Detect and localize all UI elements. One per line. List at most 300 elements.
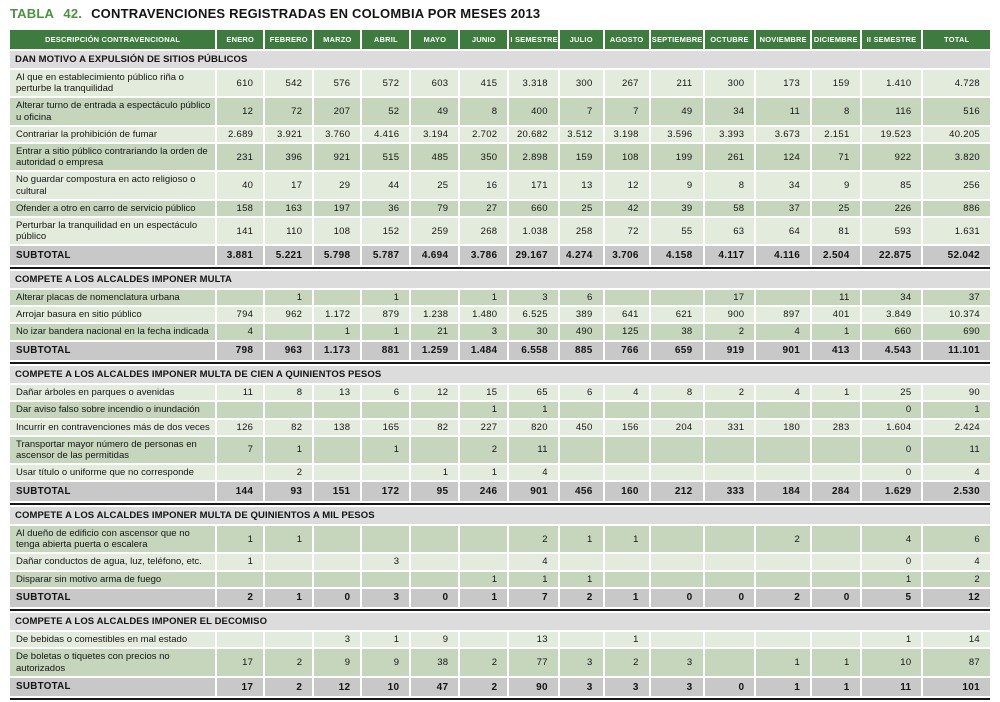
cell-value: 1	[605, 632, 649, 647]
subtotal-value: 1.173	[314, 342, 360, 361]
cell-value	[265, 402, 312, 417]
contraventions-table	[8, 28, 992, 702]
subtotal-value: 413	[812, 342, 860, 361]
cell-value: 12	[605, 172, 649, 198]
subtotal-value: 5	[862, 589, 922, 608]
subtotal-value: 212	[651, 482, 703, 501]
cell-value: 14	[923, 632, 990, 647]
subtotal-value: 4.543	[862, 342, 922, 361]
cell-value: 2.702	[460, 127, 507, 142]
cell-value	[314, 465, 360, 480]
table-row	[10, 572, 990, 587]
cell-value: 1.172	[314, 307, 360, 322]
cell-value: 0	[862, 437, 922, 463]
cell-value: 44	[362, 172, 409, 198]
cell-value: 1	[812, 385, 860, 400]
table-row	[10, 218, 990, 244]
row-label: Entrar a sitio público contrariando la orden de autoridad o empresa	[10, 144, 215, 170]
cell-value: 25	[862, 385, 922, 400]
section-divider-row	[10, 698, 990, 700]
table-row	[10, 632, 990, 647]
cell-value: 4	[923, 554, 990, 569]
cell-value: 199	[651, 144, 703, 170]
cell-value: 6.525	[509, 307, 557, 322]
subtotal-value: 659	[651, 342, 703, 361]
cell-value: 64	[756, 218, 810, 244]
cell-value	[560, 437, 603, 463]
cell-value: 15	[460, 385, 507, 400]
cell-value: 3.596	[651, 127, 703, 142]
cell-value: 1	[265, 437, 312, 463]
cell-value: 641	[605, 307, 649, 322]
cell-value: 12	[217, 98, 263, 124]
cell-value: 1	[605, 526, 649, 552]
subtotal-value: 2	[265, 678, 312, 697]
cell-value: 4	[923, 465, 990, 480]
cell-value: 49	[651, 98, 703, 124]
cell-value: 820	[509, 420, 557, 435]
section-header-row	[10, 366, 990, 383]
subtotal-value: 151	[314, 482, 360, 501]
cell-value: 141	[217, 218, 263, 244]
subtotal-value: 885	[560, 342, 603, 361]
cell-value: 389	[560, 307, 603, 322]
cell-value	[560, 632, 603, 647]
cell-value: 603	[411, 70, 458, 96]
cell-value: 152	[362, 218, 409, 244]
cell-value: 621	[651, 307, 703, 322]
cell-value: 1.604	[862, 420, 922, 435]
cell-value: 85	[862, 172, 922, 198]
table-row	[10, 98, 990, 124]
cell-value: 401	[812, 307, 860, 322]
subtotal-value: 4.694	[411, 246, 458, 265]
cell-value: 3.318	[509, 70, 557, 96]
cell-value: 1	[314, 324, 360, 339]
cell-value: 55	[651, 218, 703, 244]
cell-value	[362, 402, 409, 417]
cell-value	[812, 526, 860, 552]
subtotal-value: 3	[651, 678, 703, 697]
cell-value	[705, 632, 755, 647]
row-label: Alterar placas de nomenclatura urbana	[10, 290, 215, 305]
section-header-row	[10, 271, 990, 288]
cell-value: 3.198	[605, 127, 649, 142]
cell-value: 3.921	[265, 127, 312, 142]
cell-value: 7	[217, 437, 263, 463]
cell-value: 1	[756, 649, 810, 675]
cell-value	[651, 402, 703, 417]
cell-value: 1	[923, 402, 990, 417]
cell-value	[460, 554, 507, 569]
subtotal-value: 5.787	[362, 246, 409, 265]
subtotal-row	[10, 589, 990, 608]
subtotal-value: 3.881	[217, 246, 263, 265]
subtotal-value: 95	[411, 482, 458, 501]
cell-value: 4	[605, 385, 649, 400]
cell-value	[411, 402, 458, 417]
cell-value: 1	[265, 526, 312, 552]
column-header-marzo: MARZO	[314, 30, 360, 49]
cell-value: 197	[314, 201, 360, 216]
table-row	[10, 324, 990, 339]
cell-value: 485	[411, 144, 458, 170]
cell-value: 490	[560, 324, 603, 339]
row-label: Usar título o uniforme que no corresponde	[10, 465, 215, 480]
section-header: COMPETE A LOS ALCALDES IMPONER MULTA DE CIEN A QUINIENTOS PESOS	[10, 366, 990, 383]
subtotal-value: 11	[862, 678, 922, 697]
cell-value	[265, 572, 312, 587]
column-header-septiembre: SEPTIEMBRE	[651, 30, 703, 49]
cell-value: 17	[265, 172, 312, 198]
cell-value: 36	[362, 201, 409, 216]
cell-value: 1	[460, 290, 507, 305]
cell-value: 38	[651, 324, 703, 339]
cell-value: 690	[923, 324, 990, 339]
cell-value: 2.151	[812, 127, 860, 142]
cell-value: 38	[411, 649, 458, 675]
cell-value: 2	[705, 324, 755, 339]
cell-value	[217, 402, 263, 417]
table-row	[10, 307, 990, 322]
cell-value	[705, 554, 755, 569]
subtotal-value: 22.875	[862, 246, 922, 265]
table-row	[10, 385, 990, 400]
cell-value: 11	[812, 290, 860, 305]
row-label: De boletas o tiquetes con precios no autorizados	[10, 649, 215, 675]
cell-value: 3.194	[411, 127, 458, 142]
subtotal-value: 456	[560, 482, 603, 501]
subtotal-value: 5.798	[314, 246, 360, 265]
cell-value	[362, 572, 409, 587]
cell-value	[651, 290, 703, 305]
table-row	[10, 290, 990, 305]
row-label: Contrariar la prohibición de fumar	[10, 127, 215, 142]
table-row	[10, 526, 990, 552]
cell-value: 211	[651, 70, 703, 96]
subtotal-value: 6.558	[509, 342, 557, 361]
subtotal-value: 3.706	[605, 246, 649, 265]
cell-value: 25	[812, 201, 860, 216]
cell-value: 3.849	[862, 307, 922, 322]
cell-value	[217, 465, 263, 480]
cell-value	[411, 437, 458, 463]
cell-value: 2.689	[217, 127, 263, 142]
subtotal-value: 184	[756, 482, 810, 501]
cell-value	[460, 526, 507, 552]
cell-value	[756, 465, 810, 480]
subtotal-value: 144	[217, 482, 263, 501]
cell-value: 226	[862, 201, 922, 216]
cell-value: 610	[217, 70, 263, 96]
cell-value: 27	[460, 201, 507, 216]
cell-value: 516	[923, 98, 990, 124]
cell-value: 515	[362, 144, 409, 170]
section-divider-row	[10, 503, 990, 505]
table-row	[10, 420, 990, 435]
cell-value: 2	[756, 526, 810, 552]
row-label: Ofender a otro en carro de servicio público	[10, 201, 215, 216]
cell-value	[560, 465, 603, 480]
cell-value: 3	[509, 290, 557, 305]
subtotal-value: 29.167	[509, 246, 557, 265]
cell-value	[705, 572, 755, 587]
section-header-row	[10, 507, 990, 524]
cell-value: 34	[756, 172, 810, 198]
cell-value: 156	[605, 420, 649, 435]
cell-value: 572	[362, 70, 409, 96]
cell-value	[411, 526, 458, 552]
cell-value	[605, 554, 649, 569]
subtotal-value: 901	[509, 482, 557, 501]
cell-value: 2	[265, 649, 312, 675]
cell-value: 2	[705, 385, 755, 400]
cell-value: 400	[509, 98, 557, 124]
cell-value: 258	[560, 218, 603, 244]
cell-value: 1	[265, 290, 312, 305]
subtotal-value: 1.484	[460, 342, 507, 361]
cell-value: 6	[560, 385, 603, 400]
subtotal-value: 3.786	[460, 246, 507, 265]
table-row	[10, 437, 990, 463]
cell-value: 2	[605, 649, 649, 675]
cell-value	[651, 526, 703, 552]
subtotal-value: 93	[265, 482, 312, 501]
cell-value	[411, 572, 458, 587]
cell-value: 0	[862, 465, 922, 480]
cell-value: 300	[560, 70, 603, 96]
row-label: Al dueño de edificio con ascensor que no tenga abierta puerta o escalera	[10, 526, 215, 552]
cell-value	[560, 402, 603, 417]
cell-value	[314, 290, 360, 305]
cell-value: 283	[812, 420, 860, 435]
cell-value: 4.728	[923, 70, 990, 96]
cell-value: 1	[812, 649, 860, 675]
subtotal-value: 2	[756, 589, 810, 608]
row-label: No guardar compostura en acto religioso o cultural	[10, 172, 215, 198]
cell-value: 1.480	[460, 307, 507, 322]
cell-value	[651, 554, 703, 569]
subtotal-value: 1.259	[411, 342, 458, 361]
cell-value	[411, 290, 458, 305]
cell-value: 1	[362, 437, 409, 463]
row-label: Dar aviso falso sobre incendio o inundación	[10, 402, 215, 417]
cell-value	[605, 572, 649, 587]
subtotal-row	[10, 246, 990, 265]
cell-value	[217, 632, 263, 647]
cell-value: 37	[756, 201, 810, 216]
subtotal-value: 2	[560, 589, 603, 608]
column-header-description: DESCRIPCIÓN CONTRAVENCIONAL	[10, 30, 215, 49]
row-label: Transportar mayor número de personas en ascensor de las permitidas	[10, 437, 215, 463]
cell-value: 256	[923, 172, 990, 198]
cell-value	[605, 465, 649, 480]
cell-value: 25	[411, 172, 458, 198]
column-header-total: TOTAL	[923, 30, 990, 49]
cell-value: 4	[862, 526, 922, 552]
cell-value: 8	[651, 385, 703, 400]
cell-value	[411, 554, 458, 569]
column-header-diciembre: DICIEMBRE	[812, 30, 860, 49]
cell-value: 922	[862, 144, 922, 170]
subtotal-label: SUBTOTAL	[10, 589, 215, 608]
subtotal-value: 47	[411, 678, 458, 697]
cell-value: 13	[560, 172, 603, 198]
cell-value: 1.631	[923, 218, 990, 244]
cell-value	[756, 437, 810, 463]
subtotal-value: 246	[460, 482, 507, 501]
cell-value: 16	[460, 172, 507, 198]
cell-value: 19.523	[862, 127, 922, 142]
subtotal-value: 101	[923, 678, 990, 697]
cell-value: 17	[705, 290, 755, 305]
cell-value: 1	[862, 572, 922, 587]
subtotal-value: 0	[651, 589, 703, 608]
cell-value: 6	[362, 385, 409, 400]
cell-value: 171	[509, 172, 557, 198]
column-header-abril: ABRIL	[362, 30, 409, 49]
cell-value: 13	[314, 385, 360, 400]
subtotal-value: 1	[460, 589, 507, 608]
section-header: COMPETE A LOS ALCALDES IMPONER MULTA DE QUINIENTOS A MIL PESOS	[10, 507, 990, 524]
divider-line	[10, 609, 990, 611]
subtotal-value: 963	[265, 342, 312, 361]
cell-value: 10.374	[923, 307, 990, 322]
section-header-row	[10, 613, 990, 630]
section-divider-row	[10, 362, 990, 364]
cell-value: 1	[362, 632, 409, 647]
cell-value: 2.898	[509, 144, 557, 170]
cell-value: 1	[217, 554, 263, 569]
table-number: TABLA 42.	[10, 6, 83, 21]
cell-value	[812, 465, 860, 480]
cell-value	[560, 554, 603, 569]
cell-value: 396	[265, 144, 312, 170]
cell-value: 39	[651, 201, 703, 216]
cell-value: 2	[923, 572, 990, 587]
cell-value: 3	[314, 632, 360, 647]
cell-value	[265, 554, 312, 569]
cell-value: 138	[314, 420, 360, 435]
cell-value: 40.205	[923, 127, 990, 142]
cell-value: 13	[509, 632, 557, 647]
header-row	[10, 30, 990, 49]
cell-value: 267	[605, 70, 649, 96]
subtotal-value: 1	[605, 589, 649, 608]
cell-value: 116	[862, 98, 922, 124]
cell-value: 3.393	[705, 127, 755, 142]
cell-value	[705, 526, 755, 552]
subtotal-value: 0	[314, 589, 360, 608]
column-header-julio: JULIO	[560, 30, 603, 49]
subtotal-value: 172	[362, 482, 409, 501]
cell-value: 2	[460, 437, 507, 463]
cell-value: 300	[705, 70, 755, 96]
subtotal-value: 1.629	[862, 482, 922, 501]
cell-value: 10	[862, 649, 922, 675]
cell-value: 204	[651, 420, 703, 435]
subtotal-value: 919	[705, 342, 755, 361]
table-title-text: CONTRAVENCIONES REGISTRADAS EN COLOMBIA POR MESES 2013	[91, 6, 541, 21]
subtotal-value: 881	[362, 342, 409, 361]
cell-value: 4	[509, 465, 557, 480]
cell-value: 34	[862, 290, 922, 305]
cell-value	[812, 402, 860, 417]
subtotal-value: 333	[705, 482, 755, 501]
cell-value	[314, 526, 360, 552]
cell-value: 9	[812, 172, 860, 198]
divider-line	[10, 267, 990, 269]
subtotal-value: 2	[217, 589, 263, 608]
cell-value: 9	[362, 649, 409, 675]
cell-value	[651, 465, 703, 480]
subtotal-value: 0	[705, 678, 755, 697]
cell-value: 1.410	[862, 70, 922, 96]
cell-value: 268	[460, 218, 507, 244]
cell-value: 1	[560, 572, 603, 587]
cell-value	[756, 572, 810, 587]
cell-value: 124	[756, 144, 810, 170]
row-label: Alterar turno de entrada a espectáculo público u oficina	[10, 98, 215, 124]
cell-value	[314, 402, 360, 417]
cell-value: 11	[509, 437, 557, 463]
cell-value: 90	[923, 385, 990, 400]
table-row	[10, 70, 990, 96]
cell-value	[265, 632, 312, 647]
subtotal-value: 0	[812, 589, 860, 608]
cell-value: 1	[217, 526, 263, 552]
cell-value: 660	[862, 324, 922, 339]
subtotal-value: 17	[217, 678, 263, 697]
cell-value: 49	[411, 98, 458, 124]
cell-value: 79	[411, 201, 458, 216]
cell-value: 794	[217, 307, 263, 322]
table-row	[10, 127, 990, 142]
cell-value: 1.238	[411, 307, 458, 322]
cell-value: 108	[605, 144, 649, 170]
cell-value: 8	[460, 98, 507, 124]
cell-value: 879	[362, 307, 409, 322]
subtotal-label: SUBTOTAL	[10, 342, 215, 361]
table-row	[10, 144, 990, 170]
subtotal-value: 52.042	[923, 246, 990, 265]
cell-value: 4	[509, 554, 557, 569]
row-label: De bebidas o comestibles en mal estado	[10, 632, 215, 647]
cell-value: 159	[812, 70, 860, 96]
section-header: DAN MOTIVO A EXPULSIÓN DE SITIOS PÚBLICOS	[10, 51, 990, 68]
subtotal-label: SUBTOTAL	[10, 482, 215, 501]
subtotal-value: 2	[460, 678, 507, 697]
divider-line	[10, 503, 990, 505]
cell-value: 1	[411, 465, 458, 480]
divider-line	[10, 362, 990, 364]
subtotal-value: 4.274	[560, 246, 603, 265]
cell-value: 125	[605, 324, 649, 339]
subtotal-row	[10, 342, 990, 361]
cell-value: 82	[411, 420, 458, 435]
table-row	[10, 172, 990, 198]
cell-value: 2	[509, 526, 557, 552]
cell-value: 40	[217, 172, 263, 198]
cell-value	[605, 402, 649, 417]
cell-value: 1	[812, 324, 860, 339]
cell-value: 660	[509, 201, 557, 216]
cell-value	[812, 572, 860, 587]
cell-value: 227	[460, 420, 507, 435]
column-header-ii-semestre: II SEMESTRE	[862, 30, 922, 49]
cell-value	[651, 632, 703, 647]
cell-value	[265, 324, 312, 339]
